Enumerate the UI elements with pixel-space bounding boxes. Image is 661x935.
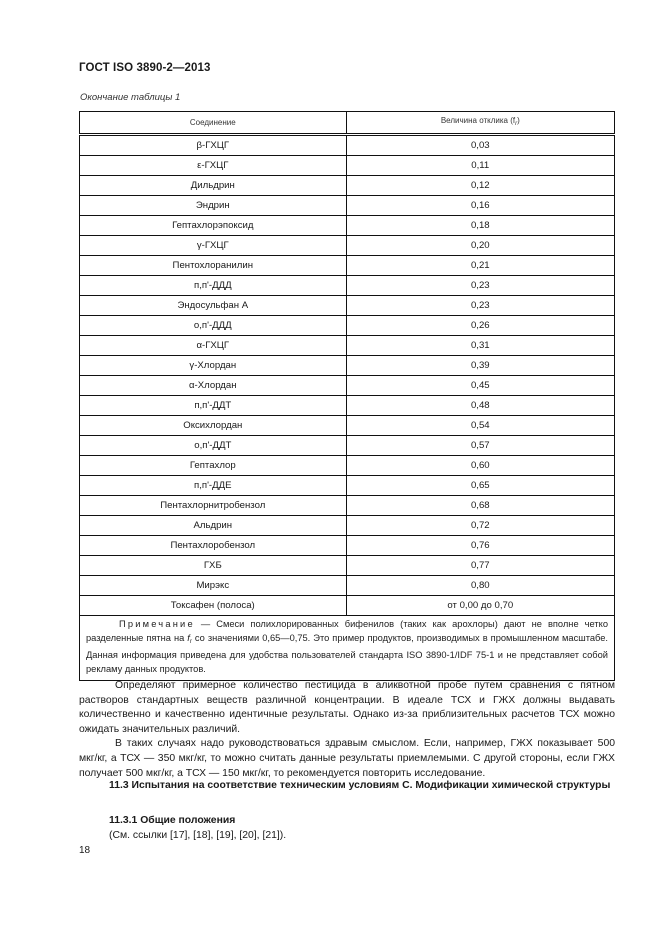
table-row	[80, 256, 615, 276]
compound-cell: β-ГХЦГ	[80, 135, 347, 156]
table-caption: Окончание таблицы 1	[80, 92, 181, 103]
compound-cell: о,п'-ДДД	[80, 316, 347, 336]
compound-cell: Эндосульфан А	[80, 296, 347, 316]
column-header-response	[346, 112, 614, 135]
value-cell: 0,16	[346, 196, 614, 216]
compound-cell: о,п'-ДДТ	[80, 436, 347, 456]
value-cell: 0,03	[346, 135, 614, 156]
compound-cell: Токсафен (полоса)	[80, 596, 347, 616]
compound-cell: α-Хлордан	[80, 376, 347, 396]
table-row	[80, 516, 615, 536]
value-cell: 0,77	[346, 556, 614, 576]
compound-cell: Альдрин	[80, 516, 347, 536]
compound-cell: Пентахлоробензол	[80, 536, 347, 556]
table-row	[80, 196, 615, 216]
compound-cell: α-ГХЦГ	[80, 336, 347, 356]
value-cell: 0,23	[346, 276, 614, 296]
value-cell: 0,72	[346, 516, 614, 536]
table-row	[80, 216, 615, 236]
column-header-subscript: r	[515, 121, 518, 127]
value-cell: 0,31	[346, 336, 614, 356]
table-row	[80, 376, 615, 396]
compound-cell: Дильдрин	[80, 176, 347, 196]
page-number: 18	[79, 845, 91, 856]
table-row	[80, 236, 615, 256]
value-cell: 0,54	[346, 416, 614, 436]
table-row	[80, 596, 615, 616]
note-symbol: f	[187, 632, 190, 643]
document-header: ГОСТ ISO 3890-2—2013	[79, 62, 211, 74]
note-text-part2: со значениями 0,65—0,75. Это пример продуктов, производимых в промышленном масштабе. Данная информация приведена для удобства пользователей стандарта ISO 3890-1/IDF 75-1 и не представляет собой рекламу данных продуктов.	[86, 632, 608, 675]
column-header-compound: Соединение	[80, 112, 347, 135]
table-note-row	[80, 616, 615, 681]
compound-cell: п,п'-ДДЕ	[80, 476, 347, 496]
value-cell: 0,76	[346, 536, 614, 556]
table-row	[80, 396, 615, 416]
table-header-row	[80, 112, 615, 135]
response-table	[79, 111, 615, 681]
value-cell: 0,20	[346, 236, 614, 256]
table-row	[80, 576, 615, 596]
value-cell: 0,26	[346, 316, 614, 336]
table-row	[80, 135, 615, 156]
note-symbol-subscript: r	[189, 638, 192, 645]
value-cell: 0,18	[346, 216, 614, 236]
compound-cell: ε-ГХЦГ	[80, 156, 347, 176]
value-cell: 0,60	[346, 456, 614, 476]
table-row	[80, 456, 615, 476]
compound-cell: Гептахлор	[80, 456, 347, 476]
value-cell: 0,12	[346, 176, 614, 196]
table-row	[80, 316, 615, 336]
table-row	[80, 536, 615, 556]
table-row	[80, 356, 615, 376]
table-row	[80, 496, 615, 516]
table-row	[80, 476, 615, 496]
compound-cell: Пентахлорнитробензол	[80, 496, 347, 516]
value-cell: 0,57	[346, 436, 614, 456]
value-cell: 0,39	[346, 356, 614, 376]
paragraph: В таких случаях надо руководствоваться здравым смыслом. Если, например, ГЖХ показывает 500 мкг/кг, а ТСХ — 350 мкг/кг, то можно считать данные результаты приемлемыми. С другой стороны, если ГЖХ получает 500 мкг/кг, а ТСХ — 150 мкг/кг, то рекомендуется повторить исследование.	[79, 738, 615, 779]
references-text: (См. ссылки [17], [18], [19], [20], [21]).	[109, 830, 287, 841]
compound-cell: ГХБ	[80, 556, 347, 576]
table-row	[80, 176, 615, 196]
value-cell: 0,68	[346, 496, 614, 516]
table-note	[80, 616, 615, 681]
compound-cell: Гептахлорэпоксид	[80, 216, 347, 236]
table-row	[80, 296, 615, 316]
paragraph: Определяют примерное количество пестицида в аликвотной пробе путем сравнения с пятном растворов стандартных веществ различной концентрации. В идеале ТСХ и ГЖХ должны выдавать количественно и качественно идентичные результаты. Однако из-за приблизительных расчетов ТСХ можно ожидать значительных различий.	[79, 680, 615, 735]
section-heading-11-3: 11.3 Испытания на соответствие техническим условиям С. Модификации химической структуры	[109, 780, 611, 791]
table-row	[80, 436, 615, 456]
value-cell: 0,80	[346, 576, 614, 596]
table-row	[80, 156, 615, 176]
table-row	[80, 336, 615, 356]
compound-cell: Оксихлордан	[80, 416, 347, 436]
compound-cell: Мирэкс	[80, 576, 347, 596]
body-text	[79, 679, 615, 781]
note-label: Примечание	[119, 619, 195, 629]
compound-cell: Эндрин	[80, 196, 347, 216]
compound-cell: Пентохлоранилин	[80, 256, 347, 276]
compound-cell: п,п'-ДДД	[80, 276, 347, 296]
value-cell: от 0,00 до 0,70	[346, 596, 614, 616]
value-cell: 0,48	[346, 396, 614, 416]
table-row	[80, 416, 615, 436]
column-header-response-text: Величина отклика (f	[440, 116, 516, 125]
value-cell: 0,45	[346, 376, 614, 396]
column-header-paren: )	[517, 116, 520, 125]
compound-cell: п,п'-ДДТ	[80, 396, 347, 416]
value-cell: 0,11	[346, 156, 614, 176]
note-text-part1: — Смеси полихлорированных бифенилов (таких как арохлоры) дают не вполне четко разделенные пятна на	[86, 619, 608, 643]
compound-cell: γ-ГХЦГ	[80, 236, 347, 256]
compound-cell: γ-Хлордан	[80, 356, 347, 376]
section-heading-11-3-1: 11.3.1 Общие положения	[109, 815, 236, 826]
value-cell: 0,23	[346, 296, 614, 316]
table-row	[80, 276, 615, 296]
value-cell: 0,21	[346, 256, 614, 276]
table-row	[80, 556, 615, 576]
value-cell: 0,65	[346, 476, 614, 496]
